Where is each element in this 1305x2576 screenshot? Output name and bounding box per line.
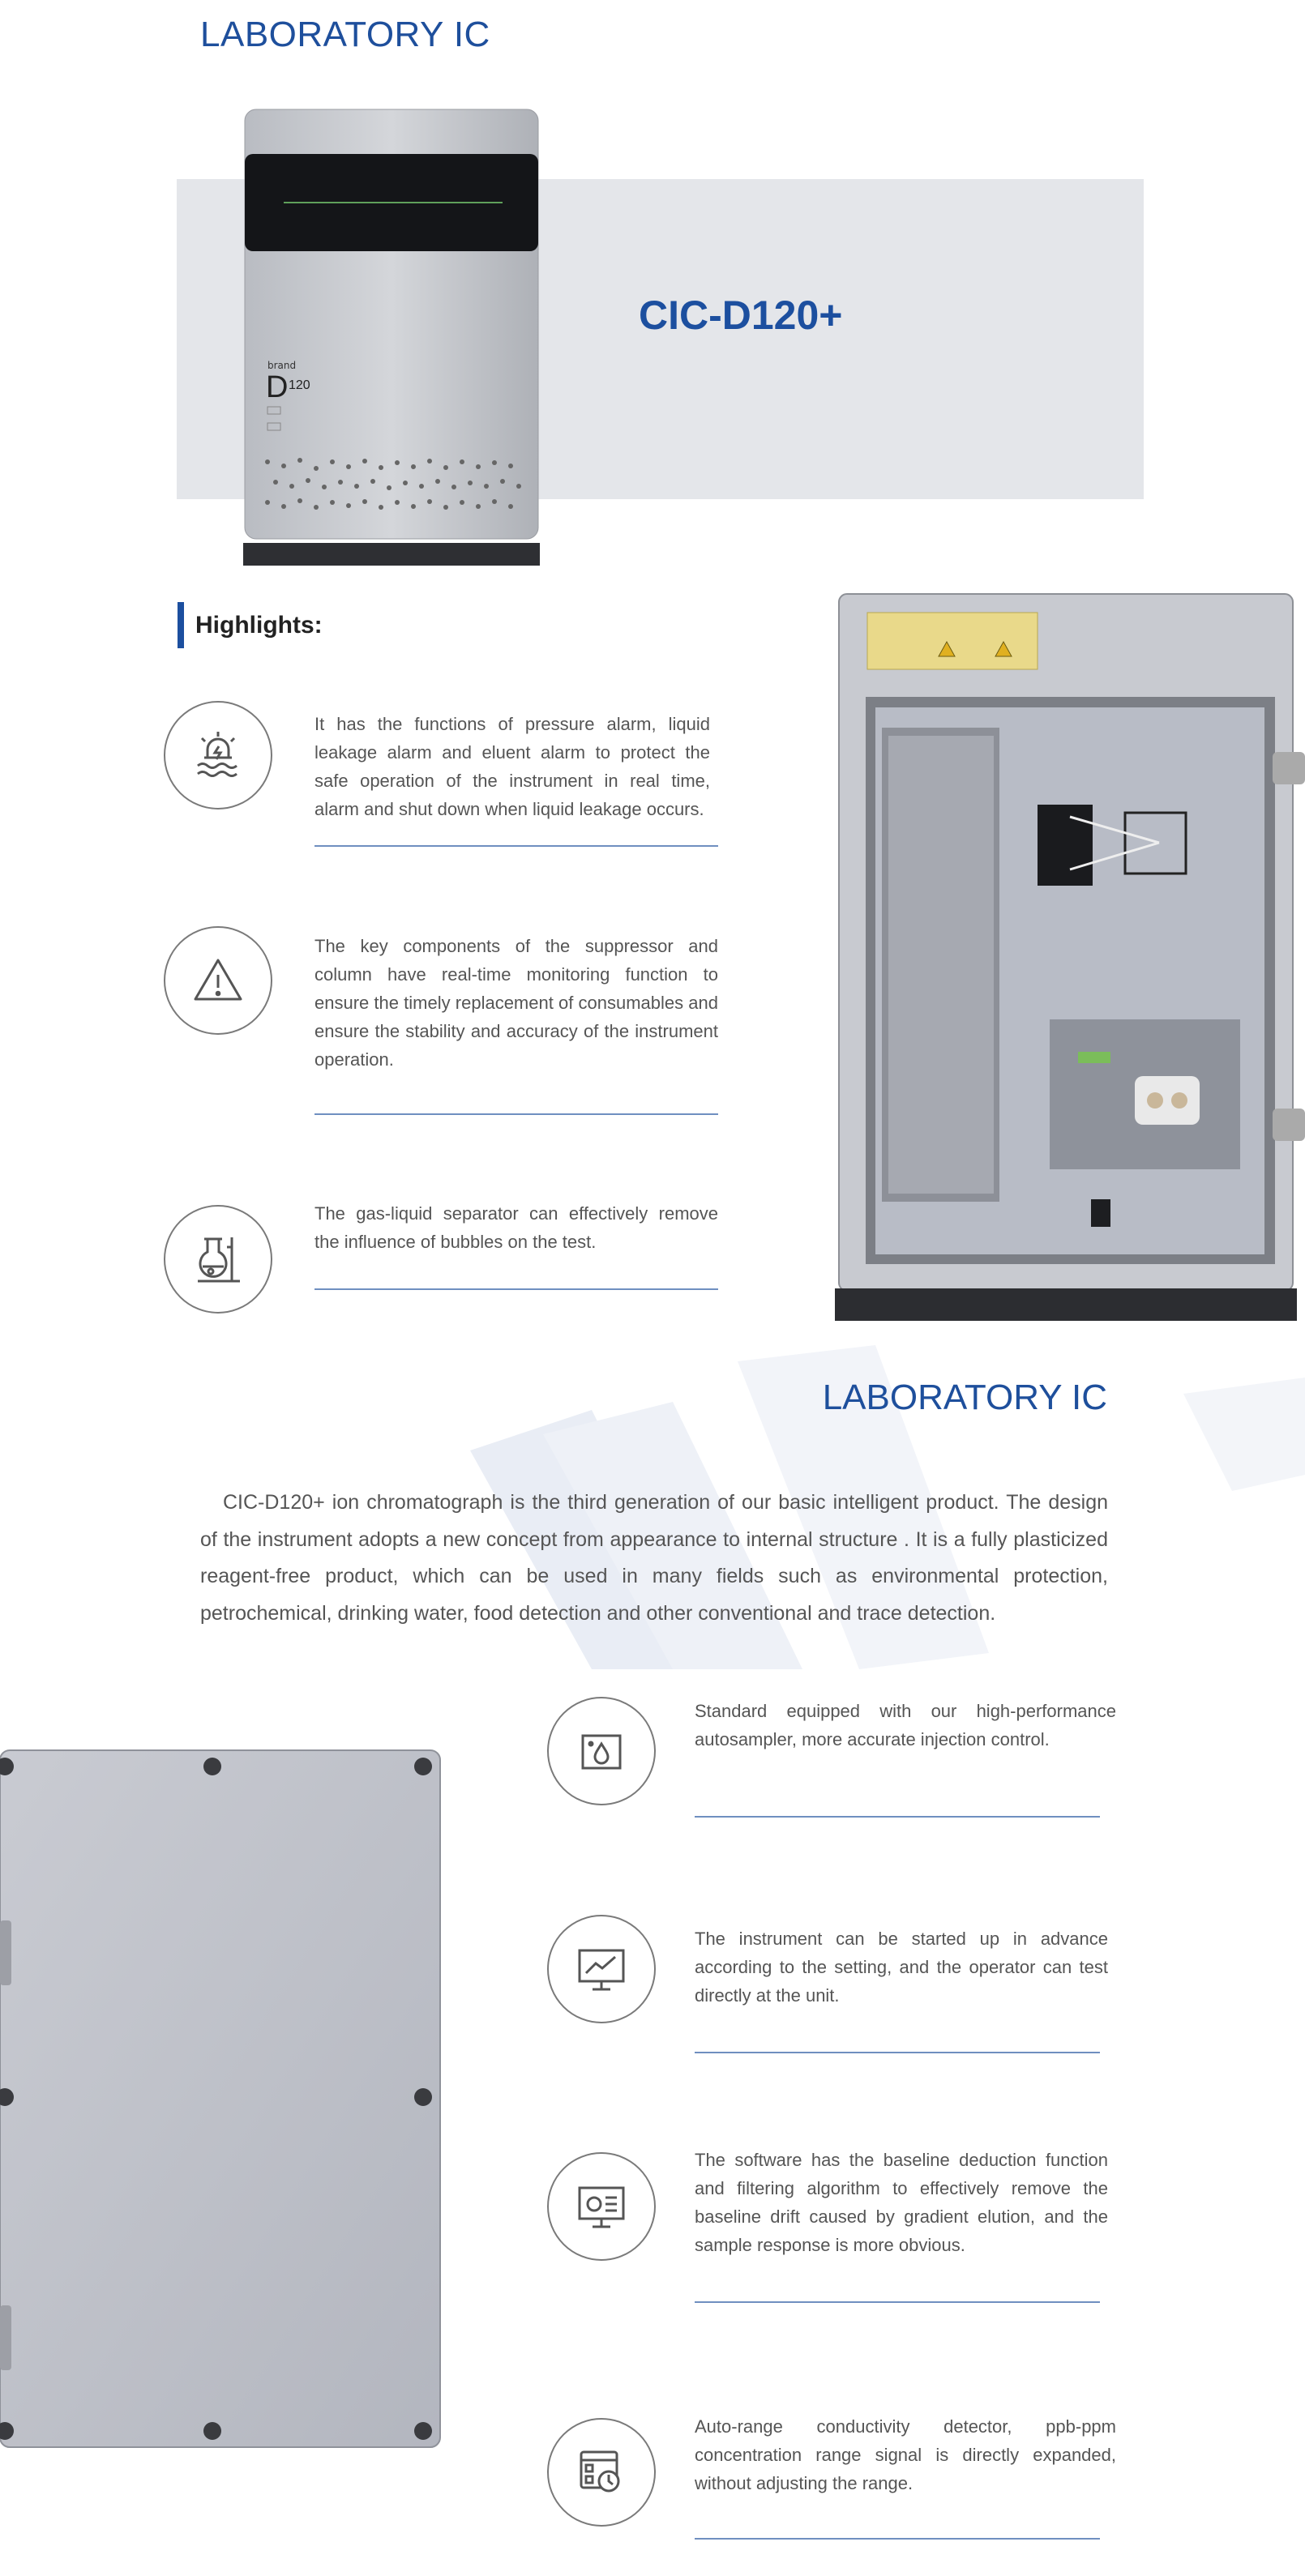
software-baseline-icon bbox=[547, 2152, 656, 2261]
highlight-text-3: The gas-liquid separator can effectively remove the influence of bubbles on the test. bbox=[314, 1203, 718, 1252]
product-device-image bbox=[235, 105, 551, 571]
alarm-water-icon bbox=[164, 701, 272, 810]
highlight-divider-2 bbox=[314, 1113, 718, 1115]
monitor-chart-icon bbox=[547, 1915, 656, 2023]
page-title: LABORATORY IC bbox=[200, 15, 490, 54]
svg-text:brand: brand bbox=[267, 360, 297, 371]
warning-triangle-icon bbox=[164, 926, 272, 1035]
highlights-heading: Highlights: bbox=[195, 612, 323, 639]
feature-divider-3 bbox=[695, 2301, 1100, 2303]
instrument-interior-image bbox=[835, 590, 1305, 1327]
feature-divider-4 bbox=[695, 2538, 1100, 2540]
highlights-accent-bar bbox=[178, 602, 184, 648]
section-title: LABORATORY IC bbox=[822, 1378, 1107, 1417]
highlight-text-1: It has the functions of pressure alarm, liquid leakage alarm and eluent alarm to protect the safe operation of the instrument in real time, alarm and shut down when liquid leakage occurs. bbox=[314, 714, 710, 819]
intro-paragraph: CIC-D120+ ion chromatograph is the third generation of our basic intelligent product. The design of the instrument adopts a new concept from appearance to internal structure . It is a fully plasticized reagent-free product, which can be used in many fields such as environmental protection, petrochemical, drinking water, food detection and other conventional and trace detection. bbox=[200, 1491, 1108, 1625]
device-badge-number: 120 bbox=[289, 378, 310, 392]
feature-text-2: The instrument can be started up in advance according to the setting, and the operator can test directly at the unit. bbox=[695, 1929, 1108, 2006]
autosampler-image bbox=[0, 1746, 446, 2451]
product-model: CIC-D120+ bbox=[639, 293, 843, 338]
range-detector-icon bbox=[547, 2418, 656, 2527]
feature-text-3: The software has the baseline deduction function and filtering algorithm to effectively remove the baseline drift caused by gradient elution, and the sample response is more obvious. bbox=[695, 2150, 1108, 2255]
device-badge-letter: D bbox=[266, 370, 289, 404]
feature-text-1: Standard equipped with our high-performance autosampler, more accurate injection control. bbox=[695, 1701, 1116, 1749]
feature-divider-2 bbox=[695, 2052, 1100, 2053]
autosampler-drop-icon bbox=[547, 1697, 656, 1805]
feature-text-4: Auto-range conductivity detector, ppb-ppm concentration range signal is directly expanded, without adjusting the range. bbox=[695, 2416, 1116, 2493]
flask-separator-icon bbox=[164, 1205, 272, 1314]
highlight-text-2: The key components of the suppressor and column have real-time monitoring function to ensure the timely replacement of consumables and ensure the stability and accuracy of the instrument operation. bbox=[314, 936, 718, 1070]
highlight-divider-1 bbox=[314, 845, 718, 847]
feature-divider-1 bbox=[695, 1816, 1100, 1818]
highlight-divider-3 bbox=[314, 1288, 718, 1290]
